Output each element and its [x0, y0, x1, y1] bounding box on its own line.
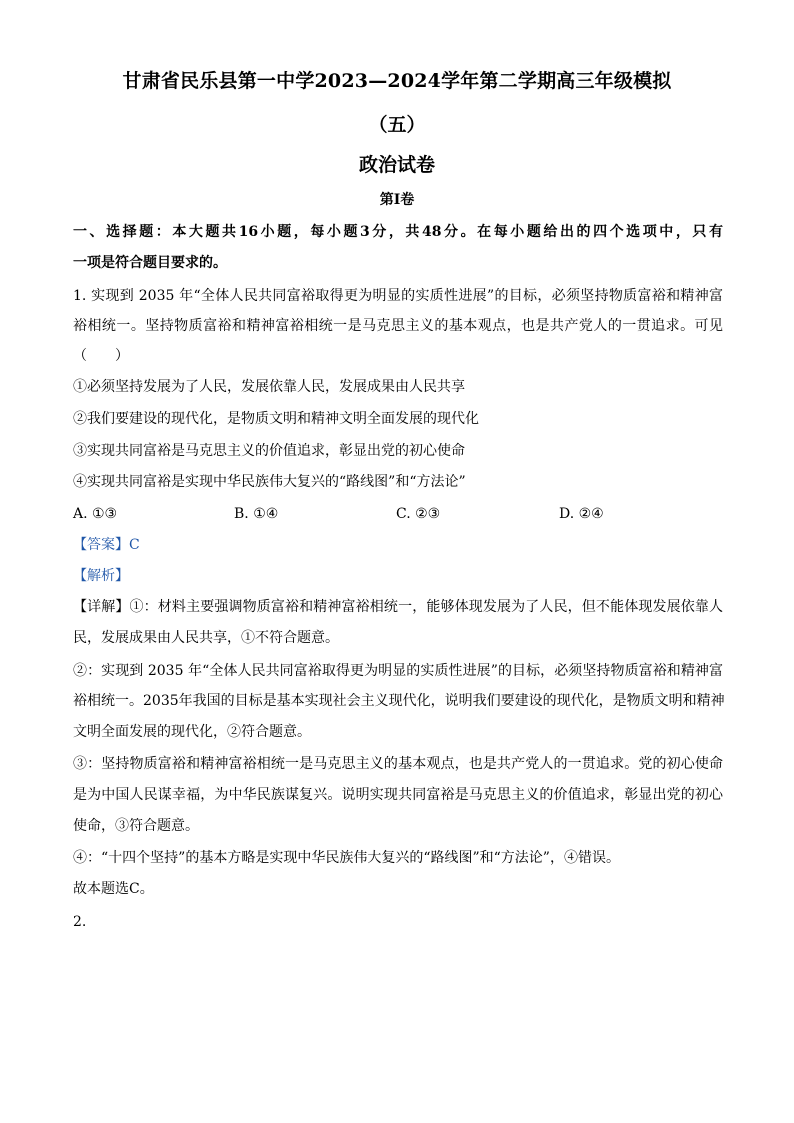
question-1-stem-line-1: 1. 实现到 2035 年“全体人民共同富裕取得更为明显的实质性进展”的目标，必须坚持物质富裕和精神富: [73, 288, 723, 304]
question-1-blank: （ ）: [73, 348, 129, 364]
question-1-statement-4: ④实现共同富裕是实现中华民族伟大复兴的“路线图”和“方法论”: [73, 474, 466, 490]
analysis-line-4: 裕相统一。2035年我国的目标是基本实现社会主义现代化，说明我们要建设的现代化，是物质文明和精神: [73, 693, 725, 709]
volume-label: 第Ⅰ卷: [379, 192, 415, 208]
analysis-line-10: 故本题选C。: [73, 881, 154, 897]
analysis-line-8: 使命，③符合题意。: [73, 818, 199, 834]
question-1-option-d: D. ②④: [559, 506, 604, 522]
question-1-option-a: A. ①③: [73, 506, 118, 522]
analysis-line-2: 民，发展成果由人民共享，①不符合题意。: [73, 630, 339, 646]
section-instructions-line-1: 一、选择题：本大题共16小题，每小题3分，共48分。在每小题给出的四个选项中，只有: [73, 224, 723, 240]
analysis-line-1: 【详解】①：材料主要强调物质富裕和精神富裕相统一，能够体现发展为了人民，但不能体现发展依靠人: [73, 599, 723, 615]
exam-subject: 政治试卷: [358, 154, 435, 176]
question-1-option-b: B. ①④: [234, 506, 279, 522]
exam-title: 甘肃省民乐县第一中学2023—2024学年第二学期高三年级模拟: [122, 70, 672, 92]
analysis-line-3: ②：实现到 2035 年“全体人民共同富裕取得更为明显的实质性进展”的目标，必须坚持物质富裕和精神富: [73, 663, 723, 679]
question-1-option-c: C. ②③: [396, 506, 441, 522]
question-1-stem-line-2: 裕相统一。坚持物质富裕和精神富裕相统一是马克思主义的基本观点，也是共产党人的一贯追求。可见: [73, 318, 723, 334]
analysis-line-9: ④：“十四个坚持”的基本方略是实现中华民族伟大复兴的“路线图”和“方法论”，④错误。: [73, 850, 620, 866]
exam-subtitle: （五）: [368, 114, 426, 136]
analysis-line-7: 是为中国人民谋幸福，为中华民族谋复兴。说明实现共同富裕是马克思主义的价值追求，彰显出党的初心: [73, 787, 723, 803]
analysis-line-6: ③：坚持物质富裕和精神富裕相统一是马克思主义的基本观点，也是共产党人的一贯追求。党的初心使命: [73, 756, 723, 772]
question-1-statement-2: ②我们要建设的现代化，是物质文明和精神文明全面发展的现代化: [73, 411, 479, 427]
question-1-statement-1: ①必须坚持发展为了人民，发展依靠人民，发展成果由人民共享: [73, 379, 465, 395]
analysis-label: 【解析】: [73, 568, 129, 584]
answer-label: 【答案】C: [73, 537, 140, 553]
question-1-statement-3: ③实现共同富裕是马克思主义的价值追求，彰显出党的初心使命: [73, 443, 465, 459]
section-instructions-line-2: 一项是符合题目要求的。: [73, 255, 227, 271]
question-2-number: 2.: [73, 914, 87, 930]
analysis-line-5: 文明全面发展的现代化，②符合题意。: [73, 724, 311, 740]
